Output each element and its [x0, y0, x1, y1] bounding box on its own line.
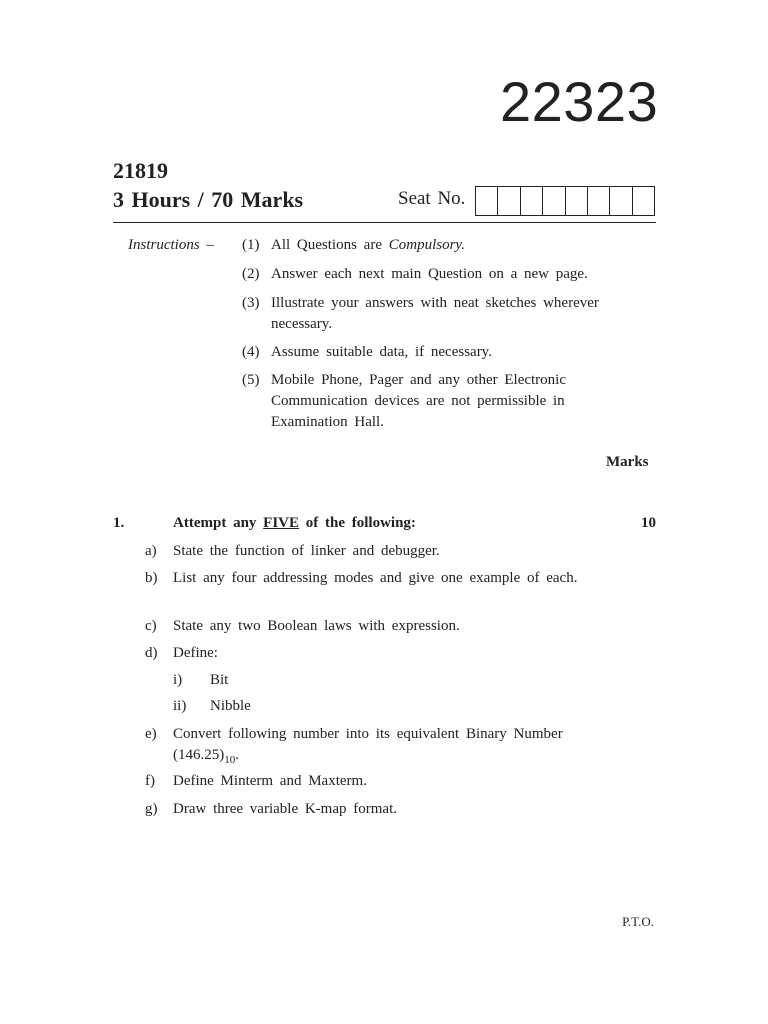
instruction-text: Illustrate your answers with neat sketches wherever necessary. [271, 295, 599, 332]
paper-code-large: 22323 [500, 70, 659, 133]
subpart-label: i) [173, 672, 183, 688]
instruction-text: Answer each next main Question on a new page. [271, 266, 588, 282]
instruction-number: (1) [242, 237, 260, 253]
part-text: Define Minterm and Maxterm. [173, 773, 367, 789]
instruction-text: All Questions are Compulsory. [271, 237, 465, 253]
part-label: d) [145, 645, 158, 661]
seat-box [633, 187, 654, 215]
header-divider [113, 222, 656, 223]
part-text: List any four addressing modes and give one example of each. [173, 570, 578, 586]
subpart-text: Bit [210, 672, 229, 688]
instruction-number: (5) [242, 372, 260, 388]
seat-box [566, 187, 588, 215]
subpart-text: Nibble [210, 698, 251, 714]
part-label: a) [145, 543, 157, 559]
part-label: e) [145, 726, 157, 742]
part-label: g) [145, 801, 158, 817]
instruction-number: (2) [242, 266, 260, 282]
part-text: State any two Boolean laws with expression. [173, 618, 460, 634]
seat-box [476, 187, 498, 215]
part-label: b) [145, 570, 158, 586]
part-label: f) [145, 773, 155, 789]
instruction-number: (4) [242, 344, 260, 360]
duration-marks: 3 Hours / 70 Marks [113, 187, 304, 212]
instructions-heading: Instructions – [128, 237, 214, 253]
seat-box [498, 187, 520, 215]
seat-box [521, 187, 543, 215]
part-text: State the function of linker and debugger. [173, 543, 440, 559]
subpart-label: ii) [173, 698, 187, 714]
part-text: Draw three variable K-map format. [173, 801, 397, 817]
question-number: 1. [113, 515, 125, 531]
part-text: Define: [173, 645, 218, 661]
part-text: Convert following number into its equivalent Binary Number $(146.25)_{10}$. [173, 726, 563, 766]
marks-column-header: Marks [606, 454, 649, 470]
instruction-number: (3) [242, 295, 260, 311]
part-label: c) [145, 618, 157, 634]
pto-marker: P.T.O. [622, 914, 654, 929]
instruction-text: Mobile Phone, Pager and any other Electronic Communication devices are not permissible in Examination Hall. [271, 372, 567, 430]
seat-number-boxes [475, 186, 655, 216]
question-marks: 10 [641, 515, 656, 531]
seat-number-label: Seat No. [398, 188, 466, 209]
seat-box [610, 187, 632, 215]
instruction-text: Assume suitable data, if necessary. [271, 344, 492, 360]
seat-box [588, 187, 610, 215]
seat-box [543, 187, 565, 215]
paper-code: 21819 [113, 158, 168, 183]
question-title: Attempt any FIVE of the following: [173, 515, 416, 531]
